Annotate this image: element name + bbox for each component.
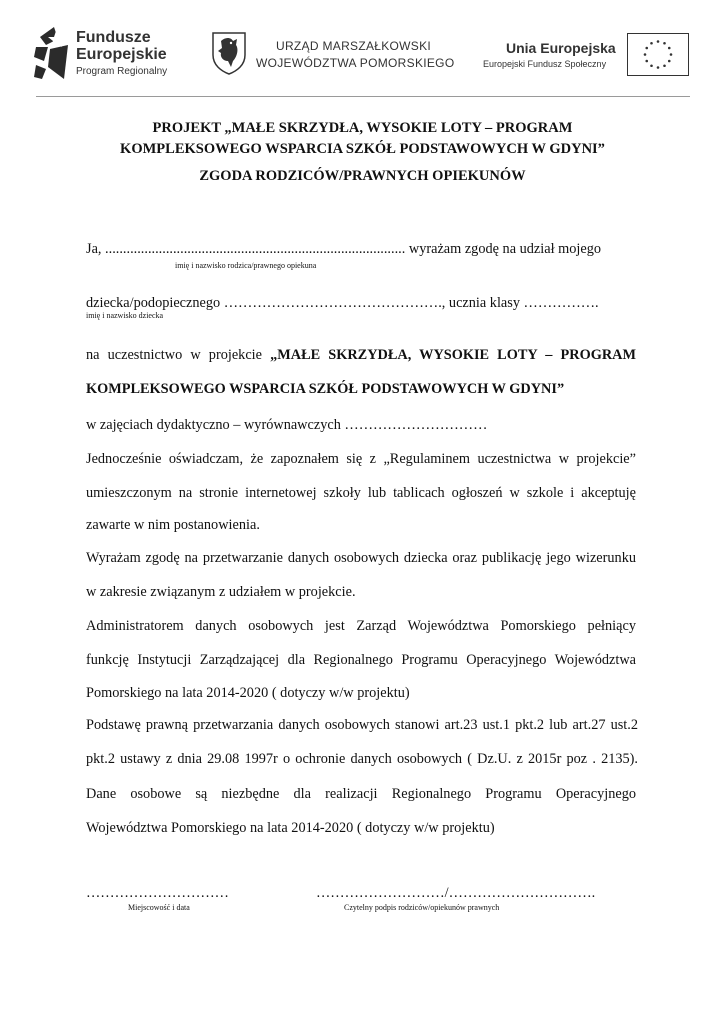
header-divider: [36, 96, 690, 97]
eu-star-icon: [668, 47, 671, 50]
eu-star-icon: [644, 53, 647, 56]
project-participation-line: [86, 346, 636, 364]
eu-star-icon: [645, 60, 648, 63]
griffin-coat-of-arms-icon: [211, 31, 247, 75]
eu-star-icon: [670, 53, 673, 56]
classes-line: w zajęciach dydaktyczno – wyrównawczych …………………………: [86, 417, 488, 433]
consent-subtitle: ZGODA RODZICÓW/PRAWNYCH OPIEKUNÓW: [199, 168, 526, 184]
header-logos: [0, 0, 725, 96]
project-title-line1: PROJEKT „MAŁE SKRZYDŁA, WYSOKIE LOTY – PROGRAM: [152, 120, 573, 136]
eu-flag-icon: [627, 33, 689, 76]
eu-star-icon: [657, 66, 660, 69]
place-date-dots: …………………………: [86, 885, 229, 901]
place-date-label: Miejscowość i data: [128, 903, 190, 912]
paragraph-line: w zakresie związanym z udziałem w projekcie.: [86, 584, 356, 600]
paragraph-line: Dane osobowe są niezbędne dla realizacji Regionalnego Programu Operacyjnego: [86, 786, 636, 802]
paragraph-line: Jednocześnie oświadczam, że zapoznałem się z „Regulaminem uczestnictwa w projekcie”: [86, 451, 636, 467]
fundusze-line2: Europejskie: [76, 46, 167, 63]
eu-star-icon: [663, 64, 666, 67]
fundusze-sub: Program Regionalny: [76, 66, 168, 77]
eu-star-icon: [668, 60, 671, 63]
paragraph-line: umieszczonym na stronie internetowej szkoły lub tablicach ogłoszeń w szkole i akceptuję: [86, 485, 636, 501]
ue-sub: Europejski Fundusz Społeczny: [483, 59, 607, 69]
paragraph-line: pkt.2 ustawy z dnia 29.08 1997r o ochronie danych osobowych ( Dz.U. z 2015r poz . 2135).: [86, 751, 638, 767]
ue-title: Unia Europejska: [506, 40, 616, 56]
urzad-line1: URZĄD MARSZAŁKOWSKI: [276, 39, 432, 53]
participation-project-name: „MAŁE SKRZYDŁA, WYSOKIE LOTY – PROGRAM: [270, 347, 636, 363]
child-name-line: dziecka/podopiecznego ………………………………………., ucznia klasy …………….: [86, 295, 599, 311]
paragraph-line: Wyrażam zgodę na przetwarzanie danych osobowych dziecka oraz publikację jego wizerunku: [86, 550, 636, 566]
parent-name-hint: imię i nazwisko rodzica/prawnego opiekuna: [175, 261, 317, 270]
paragraph-line: Podstawę prawną przetwarzania danych osobowych stanowi art.23 ust.1 pkt.2 lub art.27 ust.2: [86, 717, 638, 733]
paragraph-line: Województwa Pomorskiego na lata 2014-2020 ( dotyczy w/w projektu): [86, 820, 495, 836]
fundusze-europejskie-logo-icon: [34, 27, 68, 79]
paragraph-line: funkcję Instytucji Zarządzającej dla Regionalnego Programu Operacyjnego Województwa: [86, 652, 636, 668]
paragraph-line: Pomorskiego na lata 2014-2020 ( dotyczy w/w projektu): [86, 685, 410, 701]
eu-star-icon: [650, 64, 653, 67]
signature-label: Czytelny podpis rodziców/opiekunów prawnych: [344, 903, 500, 912]
project-name-continued: KOMPLEKSOWEGO WSPARCIA SZKÓŁ PODSTAWOWYCH W GDYNI”: [86, 381, 565, 397]
paragraph-line: zawarte w nim postanowienia.: [86, 517, 260, 533]
signature-dots: ………………………/………………………….: [316, 885, 596, 901]
participation-prefix: na uczestnictwo w projekcie: [86, 347, 262, 363]
paragraph-line: Administratorem danych osobowych jest Zarząd Województwa Pomorskiego pełniący: [86, 618, 636, 634]
eu-star-icon: [645, 47, 648, 50]
eu-star-icon: [657, 40, 660, 43]
child-name-hint: imię i nazwisko dziecka: [86, 311, 164, 320]
fundusze-line1: Fundusze: [76, 29, 151, 46]
eu-star-icon: [650, 42, 653, 45]
parent-name-line: Ja, .................................................................................... wyrażam zgodę na udział mojego: [86, 241, 602, 257]
eu-star-icon: [663, 42, 666, 45]
project-title-line2: KOMPLEKSOWEGO WSPARCIA SZKÓŁ PODSTAWOWYCH W GDYNI”: [120, 141, 605, 157]
urzad-line2: WOJEWÓDZTWA POMORSKIEGO: [256, 56, 455, 70]
